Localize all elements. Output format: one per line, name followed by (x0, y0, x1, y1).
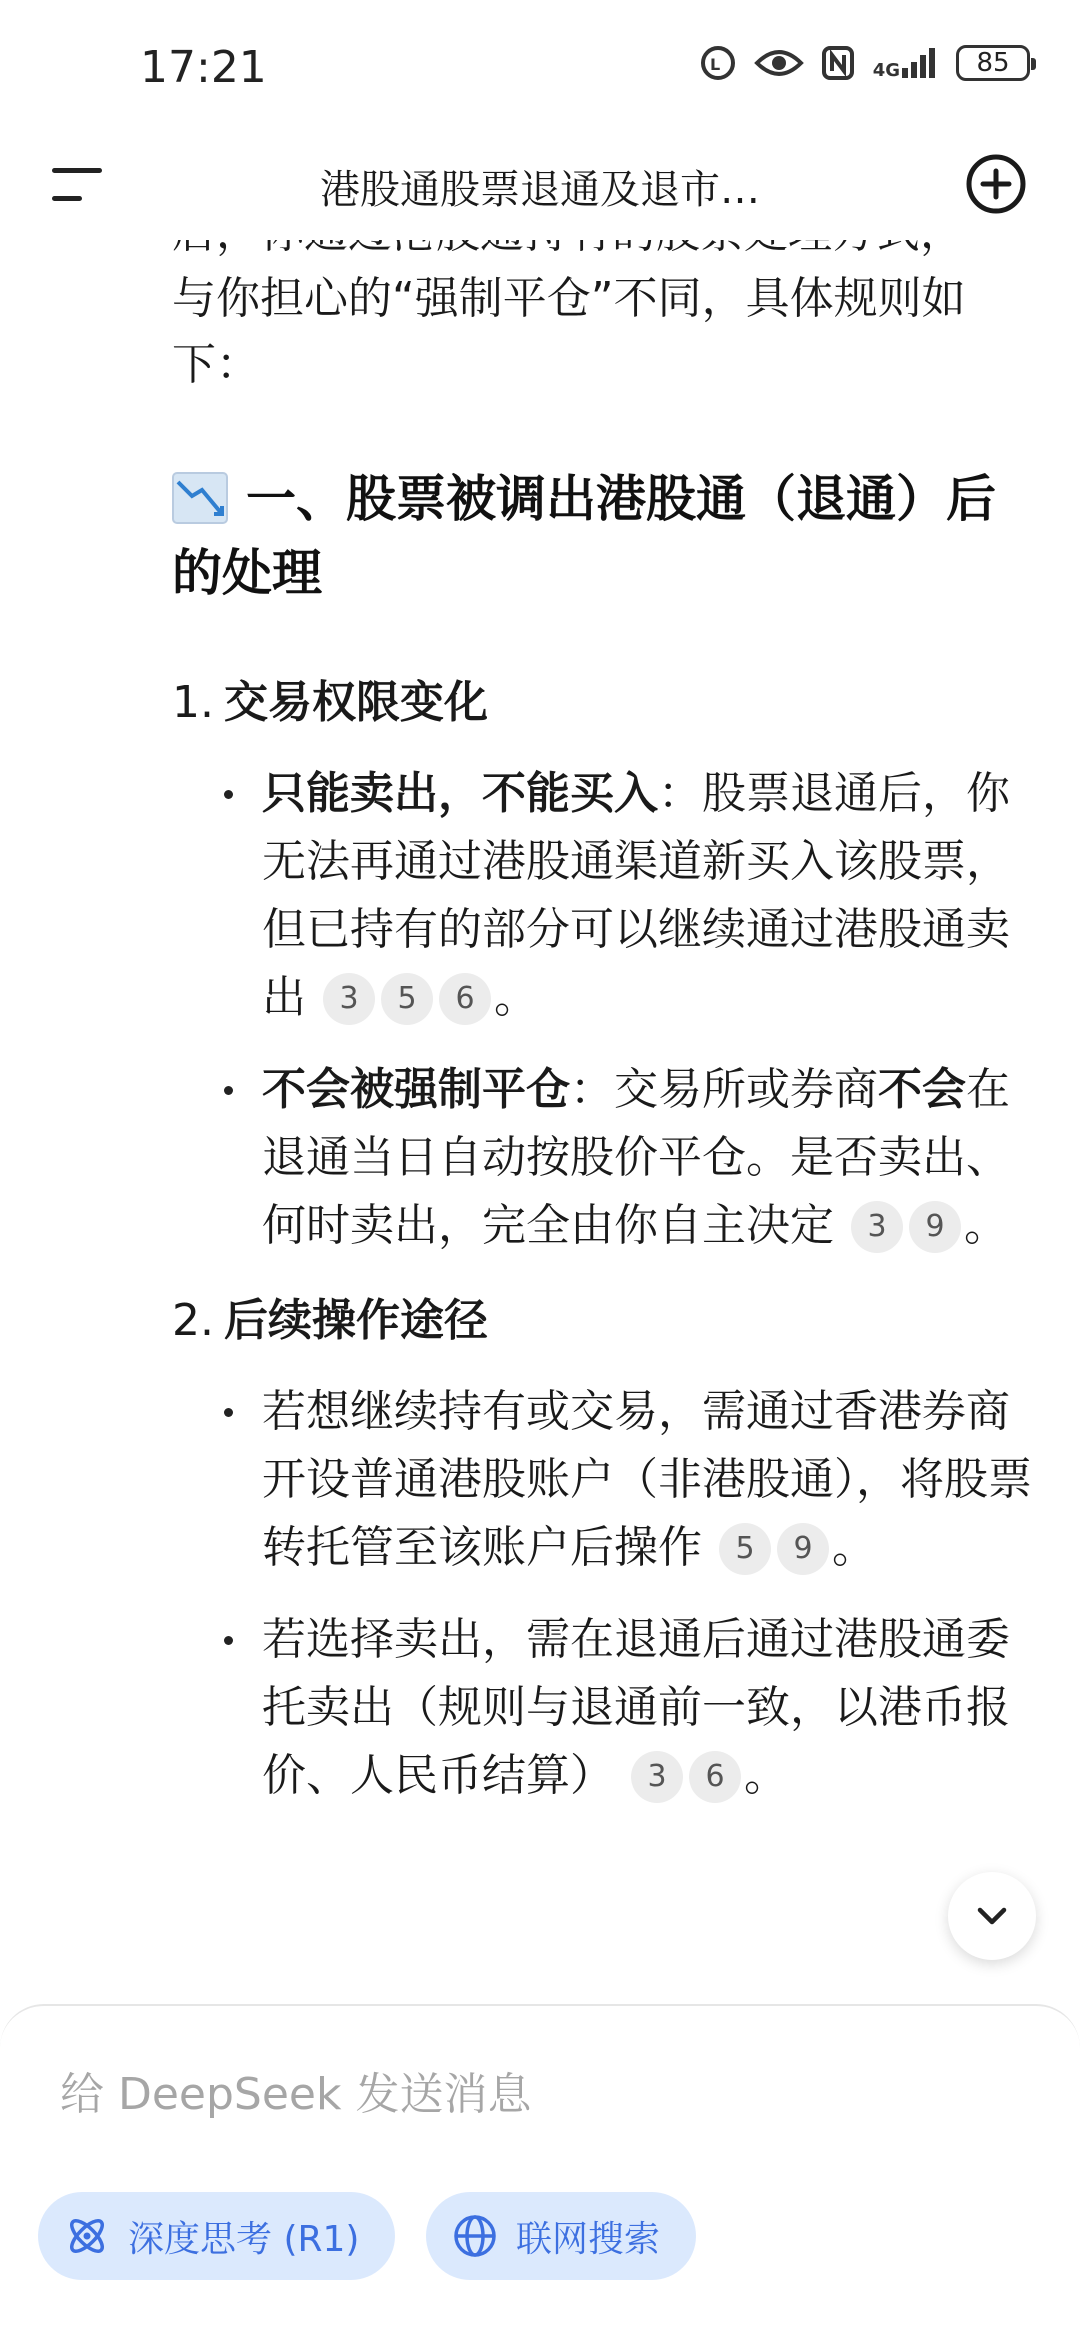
deep-think-toggle[interactable] (38, 2192, 395, 2280)
bullet-item (172, 760, 1042, 1032)
list-item-title: 后续操作途径 (223, 1295, 488, 1346)
chart-decreasing-icon (172, 472, 228, 524)
chat-content[interactable] (0, 240, 1080, 2010)
list-item-2 (172, 1288, 1042, 1810)
status-time: 17:21 (140, 42, 267, 93)
section-heading (172, 462, 1042, 610)
section-title: 一、股票被调出港股通（退通）后的处理 (172, 470, 996, 602)
status-bar (0, 0, 1080, 130)
citation-badge[interactable]: 9 (777, 1523, 829, 1575)
bullet-text: ：股票退通后，你无法再通过港股通渠道新买入该股票，但已持有的部分可以继续通过港股通卖出 (262, 768, 1010, 1023)
nfc-icon (821, 45, 855, 81)
bullet-list (172, 1378, 1042, 1810)
message-input[interactable] (58, 2058, 962, 2130)
network-label: 4G (872, 60, 900, 81)
bullet-bold: 只能卖出，不能买入 (262, 768, 658, 819)
citation-badge[interactable]: 5 (381, 973, 433, 1025)
atom-icon (64, 2213, 110, 2259)
bullet-item (172, 1056, 1042, 1260)
composer (0, 2004, 1080, 2340)
intro-line2: 与你担心的“强制平仓”不同，具体规则如下： (172, 273, 966, 390)
network-type (873, 46, 938, 80)
bullet-text: 若选择卖出，需在退通后通过港股通委托卖出（规则与退通前一致，以港币报价、人民币结算） (262, 1614, 1010, 1801)
deep-think-label: 深度思考 (R1) (128, 2218, 360, 2260)
citation-badge[interactable]: 5 (719, 1523, 771, 1575)
bullet-text: 若想继续持有或交易，需通过香港券商开设普通港股账户（非港股通），将股票转托管至该账户后操作 (262, 1386, 1032, 1573)
bullet-end: 。 (832, 1522, 876, 1573)
list-number: 2. (172, 1295, 214, 1346)
bullet-end: 。 (964, 1200, 1008, 1251)
bullet-list (172, 760, 1042, 1260)
hd-call-icon (699, 44, 737, 82)
bullet-text: ：交易所或券商 (570, 1064, 878, 1115)
bullet-bold-inline: 不会 (878, 1064, 966, 1115)
scroll-to-bottom-button[interactable] (948, 1872, 1036, 1960)
menu-icon[interactable] (52, 160, 108, 210)
citation-badge[interactable]: 9 (909, 1201, 961, 1253)
citation-badge[interactable]: 3 (323, 973, 375, 1025)
eye-icon (755, 47, 803, 79)
web-search-label: 联网搜索 (516, 2218, 661, 2260)
bullet-end: 。 (494, 972, 538, 1023)
bullet-end: 。 (744, 1750, 788, 1801)
web-search-toggle[interactable] (426, 2192, 696, 2280)
globe-icon (452, 2213, 498, 2259)
signal-icon (900, 46, 938, 80)
plus-circle-icon (964, 152, 1028, 216)
svg-text:L: L (709, 55, 720, 74)
app-header (0, 130, 1080, 240)
battery-level: 85 (976, 48, 1010, 78)
citation-badge[interactable]: 6 (689, 1751, 741, 1803)
list-item-1 (172, 670, 1042, 1260)
status-icons (699, 44, 1030, 82)
bullet-item (172, 1378, 1042, 1582)
list-item-heading (172, 670, 1042, 736)
battery-icon (956, 45, 1030, 81)
list-number: 1. (172, 677, 214, 728)
chevron-down-icon (972, 1896, 1012, 1936)
citation-badge[interactable]: 3 (631, 1751, 683, 1803)
citation-badge[interactable]: 3 (851, 1201, 903, 1253)
bullet-item (172, 1606, 1042, 1810)
list-item-heading (172, 1288, 1042, 1354)
new-chat-button[interactable] (964, 152, 1028, 216)
citation-badge[interactable]: 6 (439, 973, 491, 1025)
chat-title[interactable]: 港股通股票退通及退市… (320, 167, 760, 213)
bullet-text: 在退通当日自动按股价平仓。是否卖出、何时卖出，完全由你自主决定 (262, 1064, 1010, 1251)
list-item-title: 交易权限变化 (223, 677, 488, 728)
bullet-bold: 不会被强制平仓 (262, 1064, 570, 1115)
assistant-message (172, 200, 1042, 1810)
